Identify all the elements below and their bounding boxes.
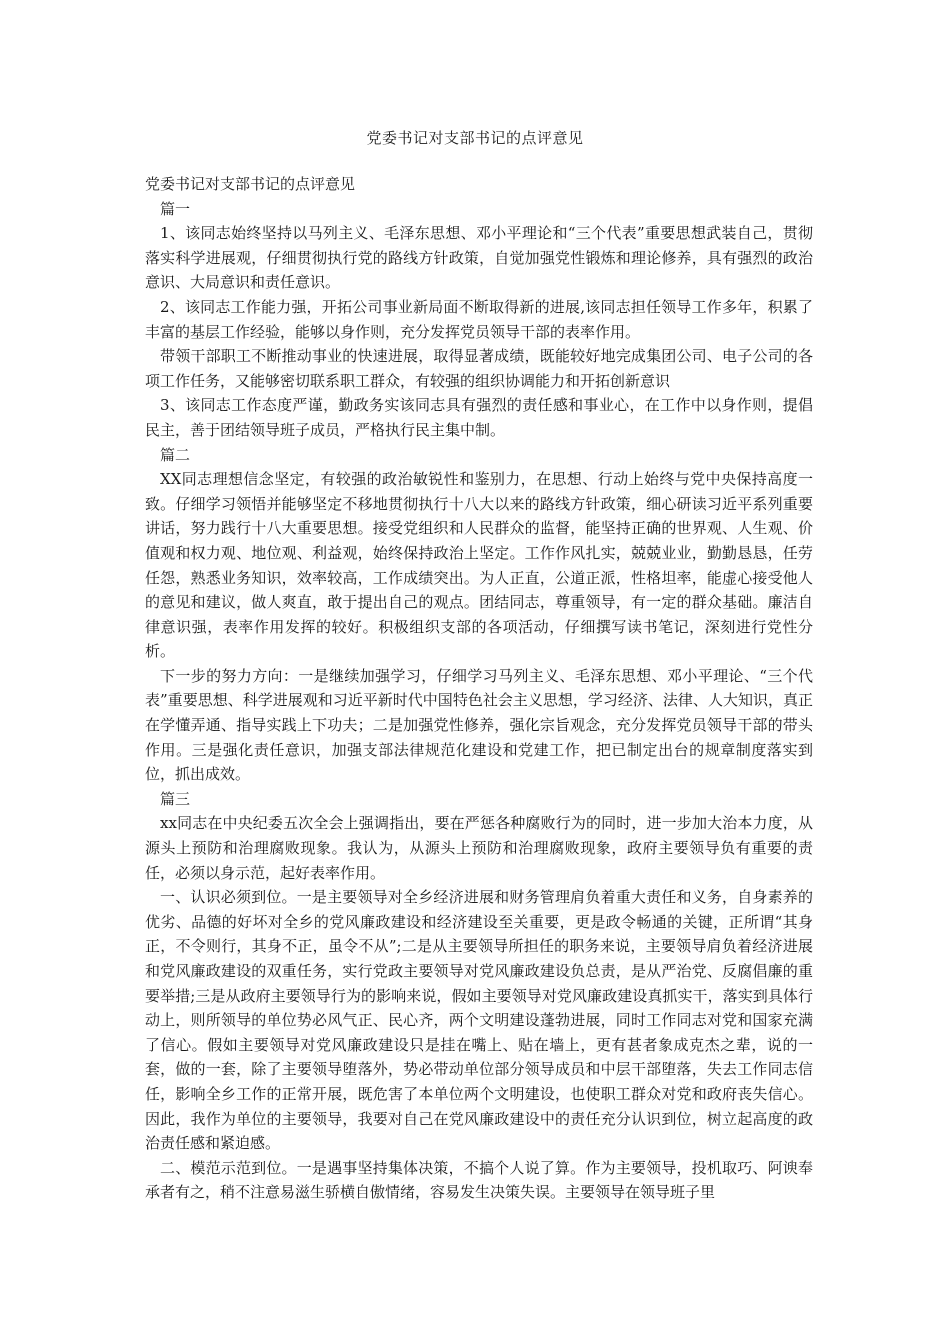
paragraph: 下一步的努力方向：一是继续加强学习，仔细学习马列主义、毛泽东思想、邓小平理论、“三个代表”重要思想、科学进展观和习近平新时代中国特色社会主义思想，学习经济、法律、人大知识，真正在学懂弄通、指导实践上下功夫；二是加强党性修养，强化宗旨观念，充分发挥党员领导干部的带头作用。三是强化责任意识，加强支部法律规范化建设和党建工作，把已制定出台的规章制度落实到位，抓出成效。 (145, 666, 813, 784)
paragraph: 二、模范示范到位。一是遇事坚持集体决策，不搞个人说了算。作为主要领导，投机取巧、阿谀奉承者有之，稍不注意易滋生骄横自傲情绪，容易发生决策失误。主要领导在领导班子里 (145, 1158, 813, 1202)
paragraph: 3、该同志工作态度严谨，勤政务实该同志具有强烈的责任感和事业心，在工作中以身作则，提倡民主，善于团结领导班子成员，严格执行民主集中制。 (145, 396, 813, 439)
paragraph: 带领干部职工不断推动事业的快速进展，取得显著成绩，既能较好地完成集团公司、电子公司的各项工作任务，又能够密切联系职工群众，有较强的组织协调能力和开拓创新意识 (145, 347, 813, 390)
document-heading: 党委书记对支部书记的点评意见 (145, 175, 356, 193)
document-body (145, 172, 813, 1205)
paragraph: 2、该同志工作能力强，开拓公司事业新局面不断取得新的进展,该同志担任领导工作多年，积累了丰富的基层工作经验，能够以身作则，充分发挥党员领导干部的表率作用。 (145, 297, 813, 341)
paragraph: 1、该同志始终坚持以马列主义、毛泽东思想、邓小平理论和“三个代表”重要思想武装自己，贯彻落实科学进展观，仔细贯彻执行党的路线方针政策，自觉加强党性锻炼和理论修养，具有强烈的政治意识、大局意识和责任意识。 (145, 224, 813, 292)
paragraph: 一、认识必须到位。一是主要领导对全乡经济进展和财务管理肩负着重大责任和义务，自身素养的优劣、品德的好坏对全乡的党风廉政建设和经济建设至关重要，更是政令畅通的关键，正所谓“其身正，不令则行，其身不正，虽令不从”;二是从主要领导所担任的职务来说，主要领导肩负着经济进展和党风廉政建设的双重任务，实行党政主要领导对党风廉政建设负总责，是从严治党、反腐倡廉的重要举措;三是从政府主要领导行为的影响来说，假如主要领导对党风廉政建设真抓实干，落实到具体行动上，则所领导的单位势必风气正、民心齐，两个文明建设蓬勃进展，同时工作同志对党和国家充满了信心。假如主要领导对党风廉政建设只是挂在嘴上、贴在墙上，更有甚者象成克杰之辈，说的一套，做的一套，除了主要领导堕落外，势必带动单位部分领导成员和中层干部堕落，失去工作同志信任，影响全乡工作的正常开展，既危害了本单位两个文明建设，也使职工群众对党和政府丧失信心。因此，我作为单位的主要领导，我要对自己在党风廉政建设中的责任充分认识到位，树立起高度的政治责任感和紧迫感。 (145, 888, 813, 1153)
section-label: 篇一 (160, 199, 191, 218)
section-label: 篇三 (160, 789, 191, 808)
paragraph: XX同志理想信念坚定，有较强的政治敏锐性和鉴别力，在思想、行动上始终与党中央保持高度一致。仔细学习领悟并能够坚定不移地贯彻执行十八大以来的路线方针政策，细心研读习近平系列重要讲话，努力践行十八大重要思想。接受党组织和人民群众的监督，能坚持正确的世界观、人生观、价值观和权力观、地位观、利益观，始终保持政治上坚定。工作作风扎实，兢兢业业，勤勤恳恳，任劳任怨，熟悉业务知识，效率较高，工作成绩突出。为人正直，公道正派，性格坦率，能虚心接受他人的意见和建议，做人爽直，敢于提出自己的观点。团结同志，尊重领导，有一定的群众基础。廉洁自律意识强，表率作用发挥的较好。积极组织支部的各项活动，仔细撰写读书笔记，深刻进行党性分析。 (145, 470, 813, 661)
section-label: 篇二 (160, 445, 191, 464)
page-title: 党委书记对支部书记的点评意见 (366, 129, 584, 147)
paragraph: xx同志在中央纪委五次全会上强调指出，要在严惩各种腐败行为的同时，进一步加大治本力度，从源头上预防和治理腐败现象。我认为，从源头上预防和治理腐败现象，政府主要领导负有重要的责任，必须以身示范，起好表率作用。 (145, 814, 813, 882)
